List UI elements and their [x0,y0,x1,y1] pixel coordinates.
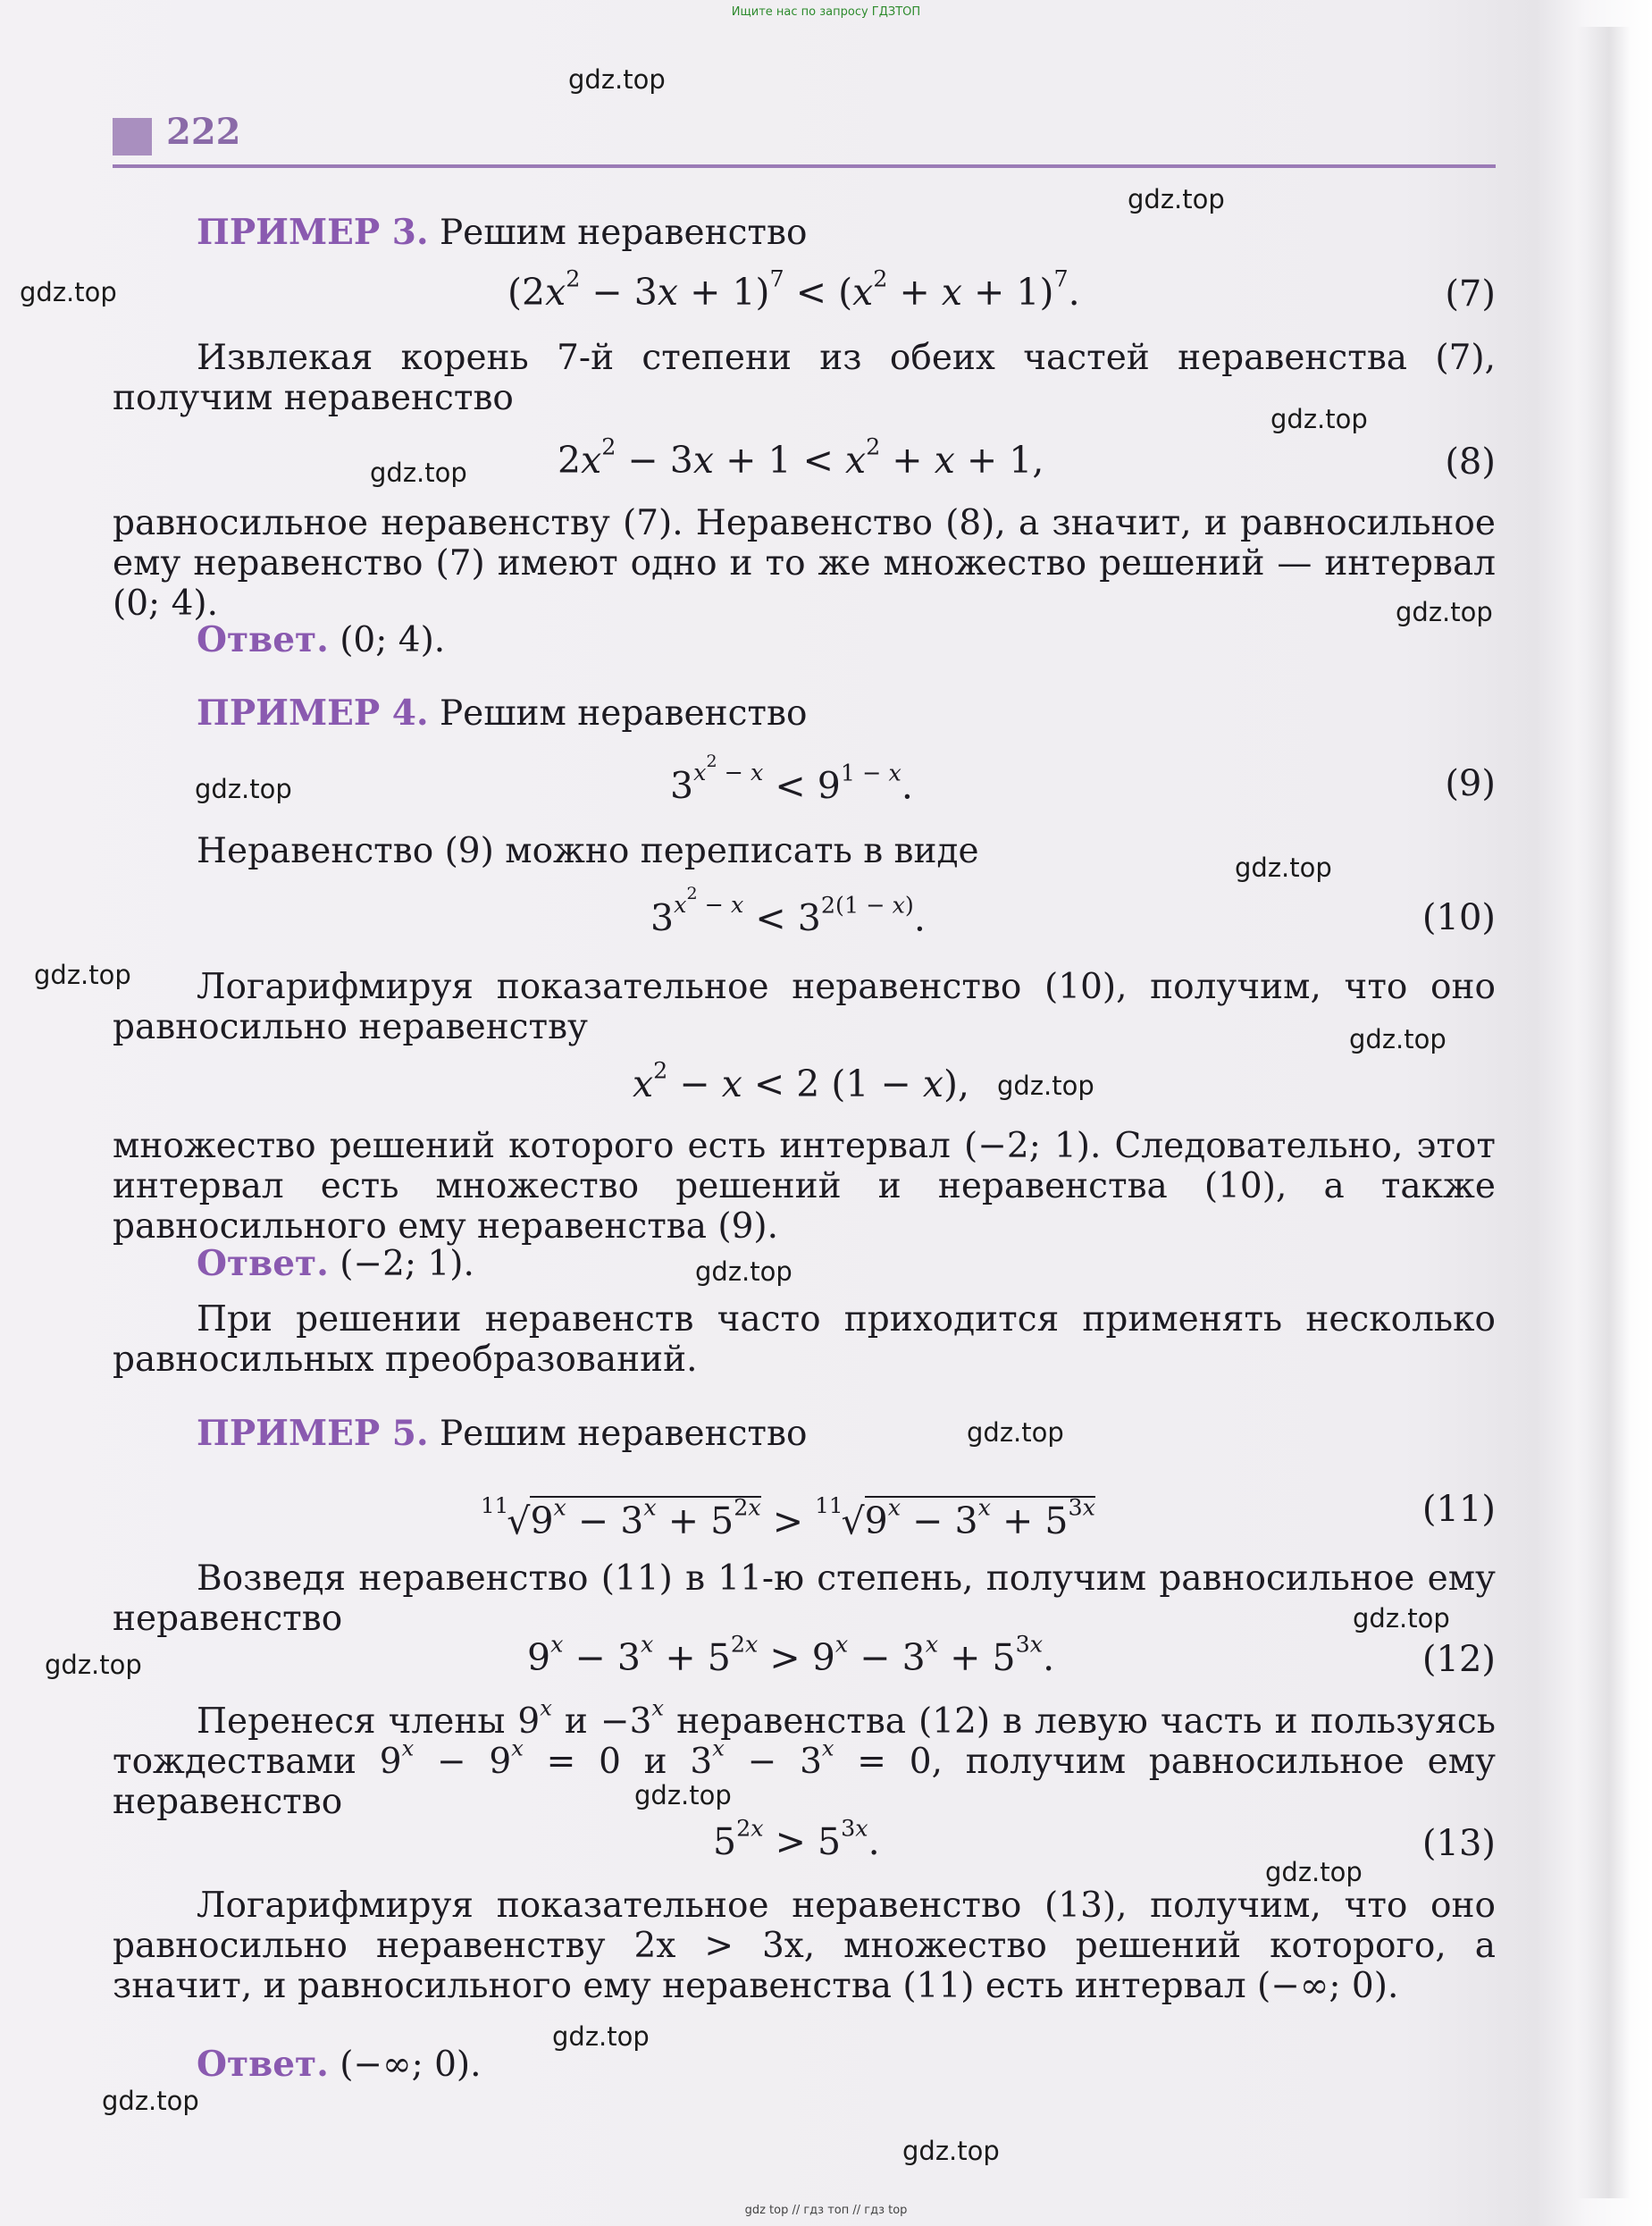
formula-7: $(2x^2 - 3x + 1)^7 < (x^2 + x + 1)^7$. [507,265,1080,314]
equation-number-13: (13) [1421,1823,1496,1864]
example5-paragraph-2-mid: неравенства (12) в левую часть и пользуясь тождествами [113,1701,1496,1782]
formula-9: $3^{x^2 - x} < 9^{1 - x}$. [670,752,913,808]
example5-paragraph-2-end: , получим равносильное ему неравенство [113,1742,1496,1822]
example3-answer-value: (0; 4). [340,620,446,660]
watermark: gdz.top [1349,1024,1447,1054]
watermark: gdz.top [195,774,292,804]
watermark: gdz.top [568,64,666,95]
header-marker [113,118,152,155]
equation-number-8: (8) [1445,441,1496,483]
formula-13: $5^{2x} > 5^{3x}$. [713,1814,880,1863]
equation-number-11: (11) [1421,1489,1496,1530]
equation-number-7: (7) [1445,273,1496,315]
watermark: gdz.top [102,2086,199,2116]
example3-answer-label: Ответ. [197,619,329,660]
watermark: gdz.top [1128,184,1225,214]
header-rule [113,164,1496,168]
example3-intro: Решим неравенство [439,213,808,253]
watermark: gdz.top [967,1417,1064,1448]
example5-paragraph-2-prefix: Перенеся члены [197,1701,506,1742]
transition-paragraph: При решении неравенств часто приходится применять несколько равносильных преобразований. [113,1299,1496,1380]
watermark: gdz.top [20,277,117,307]
example3-heading [197,213,807,253]
example5-paragraph-1: Возведя неравенство (11) в 11-ю степень, получим равносильное ему неравенство [113,1558,1496,1639]
example3-paragraph-1: Извлекая корень 7-й степени из обеих частей неравенства (7), получим неравенство [113,338,1496,418]
example3-label: ПРИМЕР 3. [197,212,429,253]
example5-intro: Решим неравенство [439,1414,808,1454]
example4-paragraph-3: множество решений которого есть интервал (−2; 1). Следовательно, этот интервал есть множество решений и неравенства (10), а также равносильного ему неравенства (9). [113,1126,1496,1247]
watermark: gdz.top [1353,1603,1450,1634]
example4-intro: Решим неравенство [439,693,808,734]
example3-paragraph-2: равносильное неравенству (7). Неравенство (8), а значит, и равносильное ему неравенство (7) имеют одно и то же множество решений — интервал (0; 4). [113,503,1496,624]
watermark: gdz.top [1235,853,1332,883]
watermark: gdz.top [695,1256,792,1287]
example5-label: ПРИМЕР 5. [197,1413,429,1454]
formula-unnumbered-4: $x^2 - x < 2$ (1 − x), [633,1056,970,1105]
example4-heading [197,693,807,734]
watermark: gdz.top [1265,1857,1363,1887]
equation-number-9: (9) [1445,763,1496,804]
equation-number-12: (12) [1421,1639,1496,1680]
example4-answer-label: Ответ. [197,1243,329,1284]
example5-answer-value: (−∞; 0). [340,2045,482,2085]
example5-heading [197,1414,807,1454]
page-edge-shadow [1577,27,1631,2198]
watermark: gdz.top [1396,597,1493,627]
page-number: 222 [166,111,241,153]
example4-paragraph-1: Неравенство (9) можно переписать в виде [197,831,979,871]
top-banner: Ищите нас по запросу ГДЗТОП [731,5,921,19]
watermark: gdz.top [902,2136,1000,2166]
bottom-banner: gdz top // гдз топ // гдз top [744,2204,908,2217]
example4-paragraph-2: Логарифмируя показательное неравенство (10), получим, что оно равносильно неравенству [113,967,1496,1047]
watermark: gdz.top [634,1780,732,1810]
formula-11: $^{11}√9^x - 3^x + 5^{2x} > ^{11}√9^x - 3^x + 5^{3x}$ [481,1492,1095,1543]
example4-label: ПРИМЕР 4. [197,693,429,734]
formula-8: $2x^2 - 3x + 1 < x^2 + x + 1$, [558,433,1044,482]
watermark: gdz.top [34,960,131,990]
example5-paragraph-3: Логарифмируя показательное неравенство (13), получим, что оно равносильно неравенству 2x > 3x, множество решений которого, а значит, и равносильного ему неравенства (11) есть интервал (−∞; 0). [113,1886,1496,2006]
example4-answer [197,1244,474,1284]
example5-answer-label: Ответ. [197,2044,329,2085]
watermark: gdz.top [45,1650,142,1680]
example5-paragraph-2-and: и [564,1701,588,1742]
watermark: gdz.top [552,2021,650,2052]
example5-answer [197,2045,482,2085]
watermark: gdz.top [1270,404,1368,434]
formula-10: $3^{x^2 - x} < 3^{2(1 - x)}$. [650,884,926,940]
equation-number-10: (10) [1421,897,1496,938]
watermark: gdz.top [370,458,467,488]
example5-paragraph-2-and2: и [643,1742,667,1782]
example3-answer [197,620,445,660]
example5-paragraph-2: Перенеся члены 9$^x$ $и -3^x$ неравенства (12) в левую часть и пользуясь тождествами $9^x - 9^x = 0$ и $3^x - 3^x = 0$, получим равносильное ему неравенство [113,1695,1496,1822]
formula-12: $9^x - 3^x + 5^{2x} > 9^x - 3^x + 5^{3x}$. [527,1630,1055,1679]
example4-answer-value: (−2; 1). [340,1244,474,1284]
watermark: gdz.top [997,1071,1094,1101]
